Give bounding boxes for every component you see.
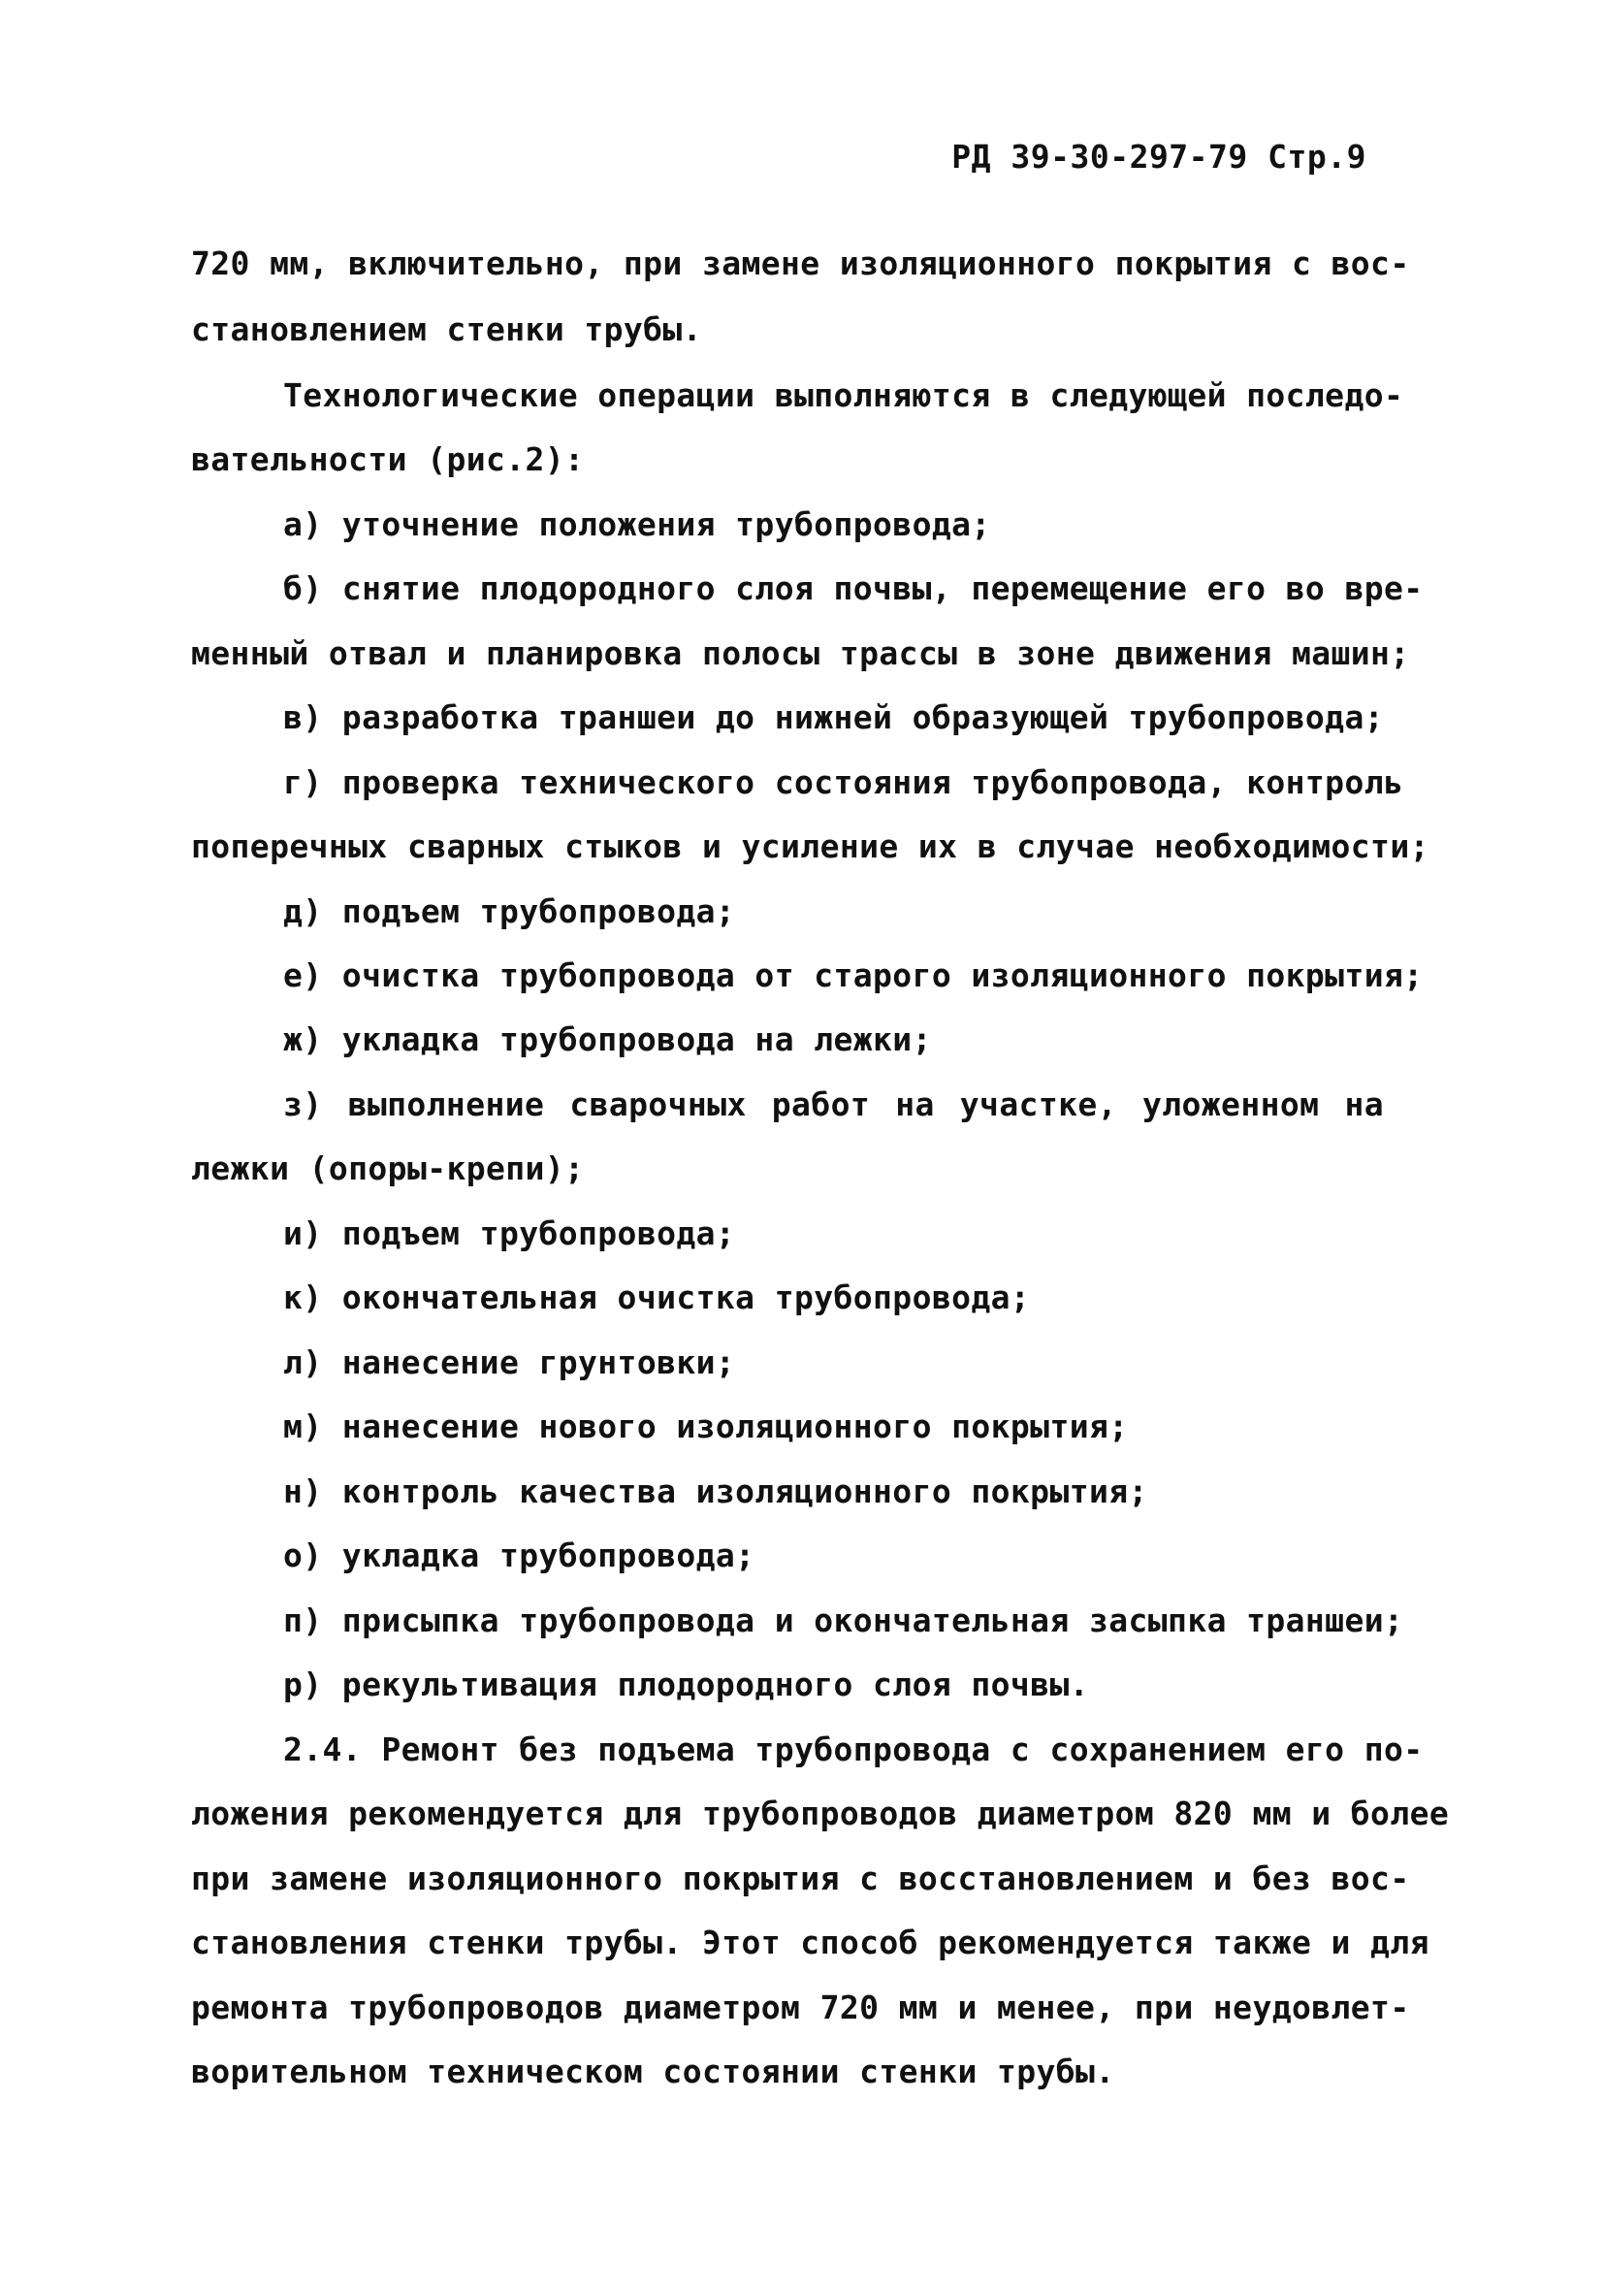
list-item: о) укладка трубопровода; — [283, 1536, 755, 1574]
list-item: е) очистка трубопровода от старого изоляционного покрытия; — [283, 956, 1424, 994]
text-line: вательности (рис.2): — [191, 440, 585, 478]
list-item-continuation: поперечных сварных стыков и усиление их в случае необходимости; — [191, 827, 1429, 865]
page-header: РД 39-30-297-79 Стр.9 — [951, 138, 1366, 176]
list-item: и) подъем трубопровода; — [283, 1214, 736, 1252]
list-item-continuation: лежки (опоры-крепи); — [191, 1149, 585, 1187]
section-paragraph-line: 2.4. Ремонт без подъема трубопровода с сохранением его по- — [283, 1730, 1424, 1768]
list-item: а) уточнение положения трубопровода; — [283, 505, 991, 543]
section-paragraph-line: при замене изоляционного покрытия с восстановлением и без вос- — [191, 1859, 1410, 1897]
text-line: Технологические операции выполняются в следующей последо- — [283, 376, 1404, 414]
list-item: в) разработка траншеи до нижней образующей трубопровода; — [283, 698, 1384, 736]
list-item: л) нанесение грунтовки; — [283, 1343, 736, 1381]
list-item: н) контроль качества изоляционного покрытия; — [283, 1472, 1148, 1510]
section-paragraph-line: становления стенки трубы. Этот способ рекомендуется также и для — [191, 1924, 1429, 1961]
list-item: з) выполнение сварочных работ на участке, уложенном на — [283, 1085, 1384, 1123]
list-item: г) проверка технического состояния трубопровода, контроль — [283, 763, 1404, 801]
list-item-continuation: менный отвал и планировка полосы трассы в зоне движения машин; — [191, 634, 1410, 672]
section-paragraph-line: ремонта трубопроводов диаметром 720 мм и менее, при неудовлет- — [191, 1989, 1410, 2026]
list-item: б) снятие плодородного слоя почвы, перемещение его во вре- — [283, 569, 1424, 607]
list-item: м) нанесение нового изоляционного покрытия; — [283, 1407, 1129, 1445]
text-line: 720 мм, включительно, при замене изоляционного покрытия с вос- — [191, 244, 1410, 282]
list-item: п) присыпка трубопровода и окончательная засыпка траншеи; — [283, 1601, 1404, 1639]
section-paragraph-line: ложения рекомендуется для трубопроводов диаметром 820 мм и более — [191, 1795, 1450, 1832]
section-paragraph-line: ворительном техническом состоянии стенки трубы. — [191, 2053, 1115, 2090]
list-item: к) окончательная очистка трубопровода; — [283, 1278, 1031, 1316]
list-item: д) подъем трубопровода; — [283, 892, 736, 930]
list-item: ж) укладка трубопровода на лежки; — [283, 1020, 932, 1058]
list-item: р) рекультивация плодородного слоя почвы. — [283, 1665, 1089, 1703]
text-line: становлением стенки трубы. — [191, 310, 702, 348]
